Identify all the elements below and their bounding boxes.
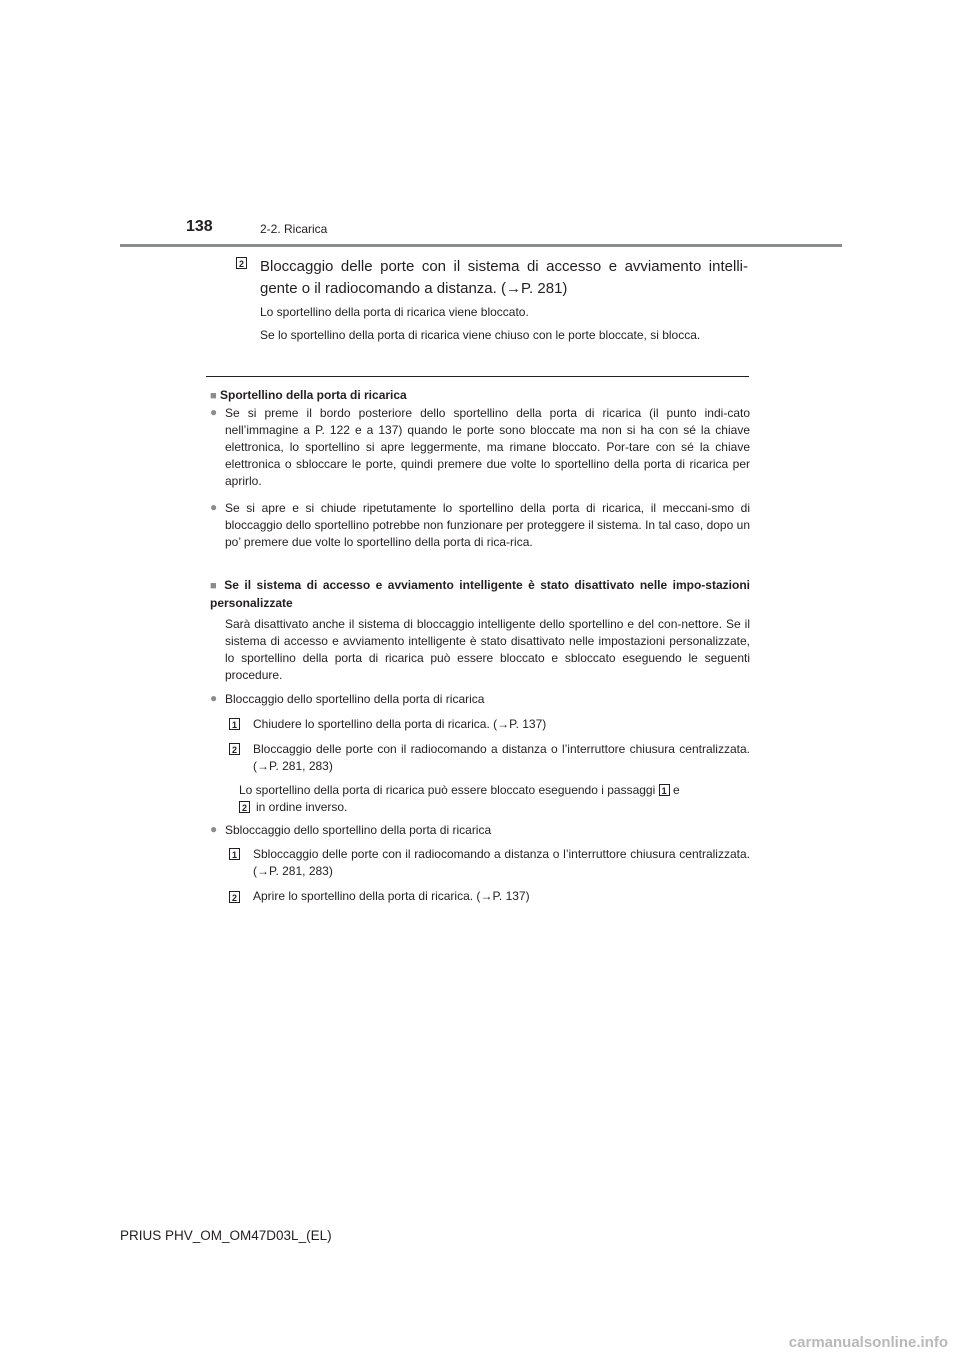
bullet-icon: ● bbox=[210, 822, 218, 836]
arrow-icon: → bbox=[480, 889, 493, 903]
paragraph: Se si apre e si chiude ripetutamente lo sportellino della porta di ricarica, il meccani-smo di bloccaggio dello sportellino potrebbe non funzionare per proteggere il sistema. In tal caso, dopo un po’ premere due volte lo sportellino della porta di rica-rica. bbox=[225, 501, 750, 549]
bullet-icon: ● bbox=[210, 500, 218, 514]
square-bullet-icon: ■ bbox=[210, 580, 219, 592]
procedure-step: Aprire lo sportellino della porta di ricarica. (→P. 137) bbox=[253, 889, 530, 903]
subsection-heading: ■ Se il sistema di accesso e avviamento intelligente è stato disattivato nelle impo-stazioni personalizzate bbox=[210, 578, 750, 610]
footer-model-code: PRIUS PHV_OM_OM47D03L_(EL) bbox=[120, 1228, 332, 1243]
step-number-box: 2 bbox=[236, 257, 247, 269]
step-title: Bloccaggio delle porte con il sistema di accesso e avviamento intelli-gente o il radiocomando a distanza. (→P. 281) bbox=[260, 258, 748, 297]
paragraph: Se si preme il bordo posteriore dello sportellino della porta di ricarica (il punto indi-cato nell’immagine a P. 122 e a 137) quando le porte sono bloccate ma non si ha con sé la chiave elettronica, lo sportellino si apre leggermente, ma rimane bloccato. Por-tare con sé la chiave elettronica o sbloccare le porte, quindi premere due volte lo sportellino della porta di ricarica per aprirlo. bbox=[225, 406, 750, 488]
procedure-note: Lo sportellino della porta di ricarica può essere bloccato eseguendo i passaggi 1 e bbox=[239, 783, 680, 797]
step-number-box: 1 bbox=[229, 718, 240, 730]
subsection-heading: ■ Sportellino della porta di ricarica bbox=[210, 388, 407, 402]
bullet-icon: ● bbox=[210, 691, 218, 705]
procedure-title: Bloccaggio dello sportellino della porta di ricarica bbox=[225, 692, 485, 706]
procedure-title: Sbloccaggio dello sportellino della porta di ricarica bbox=[225, 823, 492, 837]
procedure-step: Bloccaggio delle porte con il radiocomando a distanza o l’interruttore chiusura centralizzata. (→P. 281, 283) bbox=[253, 742, 750, 773]
step-number-box: 2 bbox=[239, 801, 250, 813]
step-number-box: 2 bbox=[229, 891, 240, 903]
header-divider bbox=[120, 244, 842, 247]
page-number: 138 bbox=[186, 218, 213, 235]
procedure-step: Chiudere lo sportellino della porta di ricarica. (→P. 137) bbox=[253, 717, 547, 731]
procedure-note: in ordine inverso. bbox=[256, 800, 348, 814]
arrow-icon: → bbox=[257, 759, 269, 773]
step-description: Se lo sportellino della porta di ricarica viene chiuso con le porte bloccate, si blocca. bbox=[260, 328, 701, 342]
step-description: Lo sportellino della porta di ricarica viene bloccato. bbox=[260, 305, 529, 319]
procedure-step: Sbloccaggio delle porte con il radiocomando a distanza o l’interruttore chiusura centralizzata. (→P. 281, 283) bbox=[253, 847, 750, 878]
square-bullet-icon: ■ bbox=[210, 390, 217, 402]
bullet-icon: ● bbox=[210, 405, 218, 419]
step-number-box: 1 bbox=[659, 784, 670, 796]
watermark: carmanualsonline.info bbox=[788, 1334, 948, 1351]
arrow-icon: → bbox=[257, 864, 269, 878]
step-number-box: 1 bbox=[229, 848, 240, 860]
arrow-icon: → bbox=[505, 280, 521, 297]
paragraph: Sarà disattivato anche il sistema di bloccaggio intelligente dello sportellino e del con-nettore. Se il sistema di accesso e avviamento intelligente è stato disattivato nelle impostazioni personalizzate, lo sportellino della porta di ricarica può essere bloccato e sbloccato eseguendo le seguenti procedure. bbox=[225, 617, 750, 682]
section-title: 2-2. Ricarica bbox=[260, 222, 328, 236]
section-divider bbox=[206, 376, 749, 377]
step-number-box: 2 bbox=[229, 743, 240, 755]
arrow-icon: → bbox=[497, 717, 510, 731]
